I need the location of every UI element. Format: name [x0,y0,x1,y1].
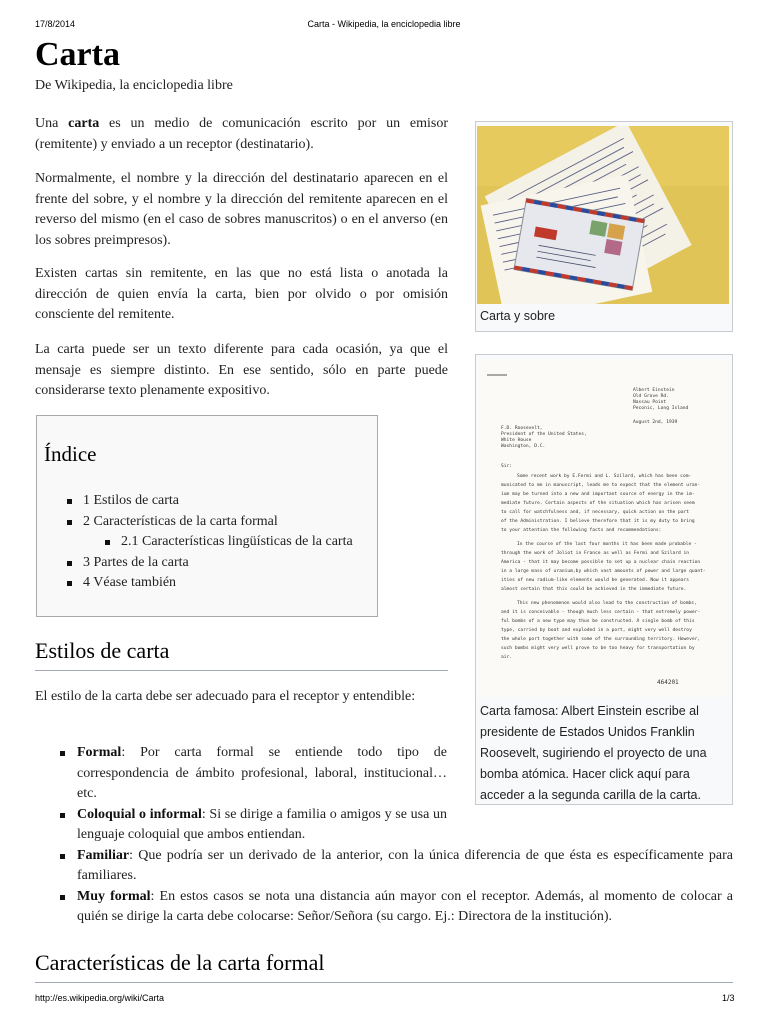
letter-sender-line: Albert Einstein [633,388,675,393]
list-item-term: Coloquial o informal [77,806,202,822]
letter-envelope-photo[interactable] [477,126,729,304]
letter-body-line: In the course of the last four months it has been made probable - [517,542,697,547]
letter-body-line: America - that it may become possible to set up a nuclear chain reaction [501,560,701,565]
letter-body-line: to call for watchfulness and, if necessary, quick action on the part [501,510,690,515]
section-intro-paragraph: El estilo de la carta debe ser adecuado para el receptor y entendible: [35,689,416,704]
letter-body-line: the whole port together with some of the surrounding territory. However, [501,637,701,642]
letter-recipient-line: F.D. Roosevelt, [501,426,543,431]
list-item: Formal: Por carta formal se entiende todo tipo de correspondencia de ámbito profesional, laboral, institucional…etc. [57,743,447,805]
einstein-letter-illustration [477,359,729,697]
letter-envelope-illustration [477,126,729,304]
section-divider [35,670,448,671]
letter-body-line: such bombs might very well prove to be too heavy for transportation by [501,646,695,651]
letter-body-line: in a large mass of uranium,by which vast amounts of power and large quant- [501,569,706,574]
styles-list [57,743,733,928]
toc-list [65,491,353,594]
letter-body-line: Some recent work by E.Fermi and L. Szilard, which has been com- [517,474,692,479]
page-tagline: De Wikipedia, la enciclopedia libre [35,78,233,93]
toc-item[interactable]: 2 Características de la carta formal [65,512,353,533]
letter-recipient-line: White House [501,438,532,443]
letter-sender-line: Old Grove Rd. [633,394,669,399]
print-url: http://es.wikipedia.org/wiki/Carta [35,993,165,1003]
letter-body-line: and it is conceivable - though much less certain - that extremely power- [501,610,701,615]
toc-item[interactable]: 4 Véase también [65,573,353,594]
list-item: Familiar: Que podría ser un derivado de la anterior, con la única diferencia de que ésta es específicamente para familiares. [57,846,733,887]
figure-caption: Carta y sobre [480,309,556,323]
letter-recipient-line: Washington, D.C. [501,444,546,449]
intro-paragraph-4: La carta puede ser un texto diferente para cada ocasión, ya que el mensaje es siempre distinto. En ese sentido, sólo en parte puede considerarse texto plenamente expositivo. [35,342,448,398]
print-date: 17/8/2014 [35,19,76,29]
list-item-term: Formal [77,745,122,760]
letter-body-line: ities of new radium-like elements would be generated. Now it appears [501,578,690,583]
letter-body-line: This new phenomenon would also lead to the construction of bombs, [517,601,697,606]
section-heading-caracteristicas: Características de la carta formal [35,950,325,975]
table-of-contents [36,415,378,617]
letter-body-line: of the Administration. I believe therefore that it is my duty to bring [501,519,695,524]
toc-item[interactable]: 1 Estilos de carta [65,491,353,512]
letter-footnote: 464201 [657,679,679,686]
intro-paragraph-3: Existen cartas sin remitente, en las que no está lista o anotada la dirección de quien envía la carta, bien por olvido o por omisión consciente del remitente. [35,266,448,322]
figure-einstein-letter [475,354,733,805]
letter-body-line: ful bombs of a new type may thus be constructed. A single bomb of this [501,619,695,624]
letter-body-line: municated to me in manuscript, leads me to expect that the element uran- [501,483,701,488]
figure-caption: Carta famosa: Albert Einstein escribe al presidente de Estados Unidos Franklin Roosevelt, sugiriendo el proyecto de una bomba atómica. Hacer click aquí para acceder a la segunda carilla de la carta. [480,704,707,802]
einstein-letter-scan[interactable] [477,359,729,697]
letter-body-line: type, carried by boat and exploded in a port, might very well destroy [501,628,692,633]
intro-paragraph-2: Normalmente, el nombre y la dirección del destinatario aparecen en el frente del sobre, y el nombre y la dirección del remitente aparecen en el reverso del mismo (en el caso de sobres manuscritos) o en el anverso (en los sobres preimpresos). [35,171,448,248]
letter-body-line: through the work of Joliot in France as well as Fermi and Szilard in [501,551,690,556]
letter-recipient-line: President of the United States, [501,432,587,437]
letter-body-line: air. [501,655,513,660]
letter-sender-line: Nassau Point [633,400,667,405]
letter-salutation: Sir: [501,464,513,469]
letter-body-line: almost certain that this could be achieved in the immediate future. [501,587,687,592]
toc-title: Índice [44,442,97,466]
letter-sender-line: Peconic, Long Island [633,406,689,411]
letter-body-line: ium may be turned into a new and important source of energy in the im- [501,492,695,497]
list-item: Coloquial o informal: Si se dirige a familia o amigos y se usa un lenguaje coloquial que ambos entiendan. [57,805,447,846]
list-item-term: Muy formal [77,888,151,904]
bold-term-link[interactable]: carta [68,116,100,131]
list-item: Muy formal: En estos casos se nota una distancia aún mayor con el receptor. Además, al momento de colocar a quién se dirige la carta debe colocarse: Señor/Señora (su cargo. Ej.: Directora de la institución). [57,887,733,928]
list-item-term: Familiar [77,847,130,863]
intro-paragraph-1: Una carta es un medio de comunicación escrito por un emisor (remitente) y enviado a un receptor (destinatario). [35,116,448,152]
letter-date: August 2nd, 1939 [633,420,678,425]
toc-subitem[interactable]: 2.1 Características lingüísticas de la carta [103,532,353,553]
toc-item[interactable]: 3 Partes de la carta [65,553,353,574]
letter-body-line: mediate future. Certain aspects of the situation which has arisen seem [501,501,695,506]
figure-letter-envelope [475,121,733,332]
page-title: Carta [35,36,120,73]
print-page-title: Carta - Wikipedia, la enciclopedia libre [307,19,461,29]
print-page-number: 1/3 [722,993,735,1003]
letter-body-line: to your attention the following facts and recommendations: [501,528,662,533]
section-divider [35,982,733,983]
section-heading-estilos: Estilos de carta [35,638,170,663]
